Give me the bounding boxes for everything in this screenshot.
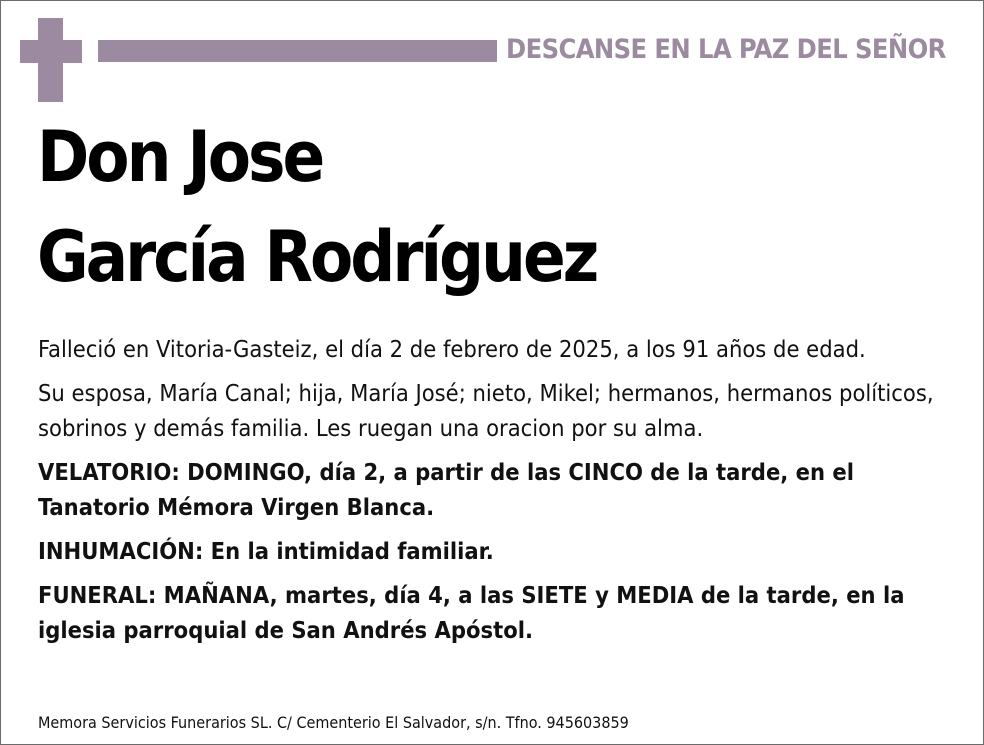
family-paragraph: Su esposa, María Canal; hija, María José; nieto, Mikel; hermanos, hermanos políticos, sobrinos y demás familia. Les ruegan una oracion por su alma. — [38, 379, 934, 442]
deceased-name-line1: Don Jose — [37, 116, 323, 198]
cross-icon-arm — [20, 40, 82, 63]
burial-paragraph: INHUMACIÓN: En la intimidad familiar. — [38, 537, 494, 565]
death-paragraph: Falleció en Vitoria-Gasteiz, el día 2 de febrero de 2025, a los 91 años de edad. — [38, 335, 866, 363]
funeral-home-footer: Memora Servicios Funerarios SL. C/ Cementerio El Salvador, s/n. Tfno. 945603859 — [38, 713, 629, 732]
header-title: DESCANSE EN LA PAZ DEL SEÑOR — [506, 34, 946, 65]
notice-body — [38, 332, 963, 657]
header-divider-bar — [98, 40, 497, 62]
wake-paragraph: VELATORIO: DOMINGO, día 2, a partir de las CINCO de la tarde, en el Tanatorio Mémora Virgen Blanca. — [38, 458, 855, 521]
funeral-paragraph: FUNERAL: MAÑANA, martes, día 4, a las SIETE y MEDIA de la tarde, en la iglesia parroquial de San Andrés Apóstol. — [38, 581, 905, 644]
deceased-name-line2: García Rodríguez — [37, 216, 597, 298]
